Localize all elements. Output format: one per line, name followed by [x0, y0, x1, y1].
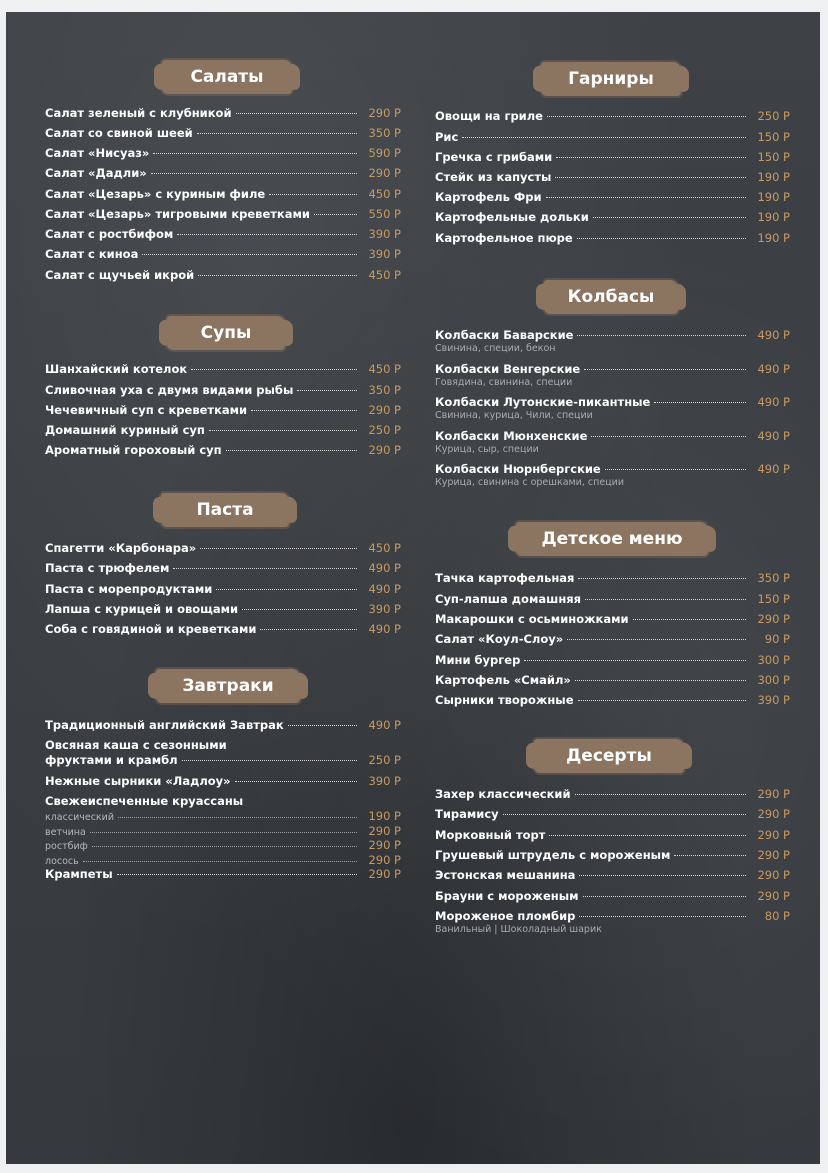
section-title: Паста — [196, 500, 254, 520]
item-price: 390 Р — [368, 602, 401, 616]
item-price: 290 Р — [757, 807, 790, 821]
item-price: 190 Р — [757, 190, 790, 204]
menu-item — [45, 247, 401, 267]
menu-item — [435, 109, 790, 129]
variant-price: 290 Р — [368, 823, 401, 838]
item-price: 290 Р — [757, 848, 790, 862]
item-name: Свежеиспеченные круассаны — [45, 794, 244, 808]
item-price: 590 Р — [368, 146, 401, 160]
section-banner — [167, 316, 285, 350]
section-title: Детское меню — [541, 529, 683, 549]
item-name: Мороженое пломбир — [435, 909, 576, 923]
menu-item — [45, 166, 401, 186]
item-name: Суп-лапша домашняя — [435, 592, 582, 606]
menu-item — [45, 541, 401, 561]
menu-item — [45, 106, 401, 126]
section-banner — [541, 62, 681, 96]
leader-dots — [584, 369, 746, 370]
leader-dots — [593, 217, 746, 218]
item-name: Салат «Дадли» — [45, 166, 147, 180]
item-name: Колбаски Баварские — [435, 328, 574, 342]
menu-item — [435, 909, 790, 939]
item-price: 250 Р — [757, 109, 790, 123]
item-price: 490 Р — [757, 462, 790, 476]
menu-item — [435, 429, 790, 459]
section-title: Супы — [200, 323, 252, 343]
leader-dots — [591, 436, 746, 437]
leader-dots — [236, 113, 357, 114]
leader-dots — [173, 568, 357, 569]
variant-name: ветчина — [45, 826, 86, 838]
menu-item — [435, 130, 790, 150]
menu-item — [45, 187, 401, 207]
menu-item — [45, 227, 401, 247]
menu-item — [435, 462, 790, 492]
menu-item — [435, 150, 790, 170]
leader-dots — [547, 116, 746, 117]
item-price: 390 Р — [368, 227, 401, 241]
section-banner — [161, 493, 289, 527]
leader-dots — [242, 609, 357, 610]
item-description: Свинина, курица, Чили, специи — [435, 410, 593, 421]
item-name: Спагетти «Карбонара» — [45, 541, 197, 555]
menu-item — [45, 268, 401, 288]
leader-dots — [151, 173, 357, 174]
menu-item — [435, 612, 790, 632]
item-name: Салат зеленый с клубникой — [45, 106, 232, 120]
item-name: Паста с трюфелем — [45, 561, 170, 575]
leader-dots — [462, 137, 746, 138]
item-name: Традиционный английский Завтрак — [45, 718, 284, 732]
item-price: 300 Р — [757, 653, 790, 667]
section-title: Гарниры — [568, 69, 654, 89]
variant-price: 290 Р — [368, 838, 401, 852]
item-name: Брауни с мороженым — [435, 889, 579, 903]
section-banner — [162, 60, 292, 94]
item-name: Колбаски Лутонские-пикантные — [435, 395, 651, 409]
menu-item — [435, 632, 790, 652]
item-price: 290 Р — [757, 868, 790, 882]
item-name: Картофельные дольки — [435, 210, 589, 224]
item-name: Эстонская мешанина — [435, 868, 576, 882]
menu-item — [45, 561, 401, 581]
leader-dots — [226, 450, 357, 451]
item-price: 490 Р — [368, 582, 401, 596]
section-banner — [156, 669, 300, 703]
item-price: 490 Р — [368, 622, 401, 636]
item-description: Ванильный | Шоколадный шарик — [435, 924, 602, 935]
menu-item — [435, 231, 790, 251]
menu-item — [45, 362, 401, 382]
leader-dots — [297, 390, 357, 391]
leader-dots — [251, 410, 357, 411]
leader-dots — [209, 430, 357, 431]
item-price: 190 Р — [757, 210, 790, 224]
item-name: Чечевичный суп с креветками — [45, 403, 248, 417]
leader-dots — [83, 861, 357, 862]
item-price: 290 Р — [368, 443, 401, 457]
menu-item — [435, 362, 790, 392]
menu-board — [6, 12, 820, 1164]
variant-row — [45, 810, 401, 825]
menu-item — [45, 443, 401, 463]
leader-dots — [578, 700, 746, 701]
section-title: Колбасы — [567, 287, 655, 307]
menu-item — [435, 848, 790, 868]
leader-dots — [182, 760, 357, 761]
section-banner — [534, 739, 684, 773]
item-name: Салат «Коул-Слоу» — [435, 632, 564, 646]
item-name: Паста с морепродуктами — [45, 582, 213, 596]
leader-dots — [578, 578, 746, 579]
item-name: Сливочная уха с двумя видами рыбы — [45, 383, 294, 397]
menu-item — [435, 889, 790, 909]
menu-item — [435, 807, 790, 827]
leader-dots — [200, 548, 357, 549]
item-name: Овощи на гриле — [435, 109, 543, 123]
item-name: Крампеты — [45, 867, 113, 881]
leader-dots — [90, 832, 357, 833]
item-name: Соба с говядиной и креветками — [45, 622, 257, 636]
item-price: 150 Р — [757, 592, 790, 606]
menu-item — [45, 794, 401, 867]
item-name: Салат «Нисуаз» — [45, 146, 150, 160]
leader-dots — [503, 814, 746, 815]
leader-dots — [575, 680, 746, 681]
menu-item — [45, 207, 401, 227]
menu-item — [45, 423, 401, 443]
leader-dots — [585, 599, 746, 600]
leader-dots — [567, 639, 746, 640]
item-name: Салат с ростбифом — [45, 227, 174, 241]
leader-dots — [314, 214, 357, 215]
item-price: 250 Р — [368, 423, 401, 437]
leader-dots — [118, 817, 357, 818]
item-description: Говядина, свинина, специи — [435, 377, 573, 388]
item-name: Тирамису — [435, 807, 499, 821]
item-name: Стейк из капусты — [435, 170, 552, 184]
menu-item — [45, 126, 401, 146]
menu-item — [45, 738, 401, 770]
menu-item — [45, 867, 401, 887]
item-price: 250 Р — [368, 753, 401, 767]
item-price: 290 Р — [368, 166, 401, 180]
item-price: 450 Р — [368, 187, 401, 201]
item-name: Домашний куриный суп — [45, 423, 205, 437]
menu-item — [45, 602, 401, 622]
menu-item — [435, 693, 790, 713]
section-title: Десерты — [566, 746, 652, 766]
variant-row — [45, 825, 401, 840]
leader-dots — [605, 469, 746, 470]
item-price: 390 Р — [368, 774, 401, 788]
item-price: 290 Р — [757, 828, 790, 842]
item-name: Лапша с курицей и овощами — [45, 602, 239, 616]
leader-dots — [142, 254, 357, 255]
variant-price: 290 Р — [368, 852, 401, 867]
section-title: Салаты — [190, 67, 264, 87]
leader-dots — [269, 194, 357, 195]
menu-item — [435, 673, 790, 693]
leader-dots — [191, 369, 357, 370]
leader-dots — [575, 794, 747, 795]
item-price: 490 Р — [757, 362, 790, 376]
menu-item — [435, 170, 790, 190]
menu-item — [45, 582, 401, 602]
menu-item — [435, 828, 790, 848]
item-price: 150 Р — [757, 130, 790, 144]
item-name: Мини бургер — [435, 653, 521, 667]
item-name-line2: фруктами и крамбл — [45, 753, 178, 767]
item-name: Салат «Цезарь» с куриным филе — [45, 187, 266, 201]
item-description: Курица, сыр, специи — [435, 444, 539, 455]
item-price: 450 Р — [368, 362, 401, 376]
item-price: 450 Р — [368, 268, 401, 282]
leader-dots — [577, 238, 746, 239]
item-name-line1: Овсяная каша с сезонными — [45, 738, 227, 752]
leader-dots — [556, 157, 746, 158]
item-price: 350 Р — [368, 126, 401, 140]
item-price: 290 Р — [368, 106, 401, 120]
leader-dots — [674, 855, 746, 856]
item-price: 80 Р — [764, 909, 790, 923]
item-name: Нежные сырники «Ладлоу» — [45, 774, 231, 788]
item-price: 290 Р — [757, 612, 790, 626]
item-name: Ароматный гороховый суп — [45, 443, 222, 457]
item-price: 450 Р — [368, 541, 401, 555]
item-price: 490 Р — [757, 395, 790, 409]
item-name: Грушевый штрудель с мороженым — [435, 848, 671, 862]
leader-dots — [577, 335, 746, 336]
menu-item — [435, 653, 790, 673]
item-price: 290 Р — [757, 889, 790, 903]
item-name: Картофель Фри — [435, 190, 542, 204]
menu-item — [435, 571, 790, 591]
leader-dots — [260, 629, 357, 630]
leader-dots — [633, 619, 746, 620]
leader-dots — [546, 197, 746, 198]
item-price: 290 Р — [757, 787, 790, 801]
section-banner — [516, 522, 708, 556]
leader-dots — [579, 916, 746, 917]
leader-dots — [555, 177, 746, 178]
variant-name: лосось — [45, 855, 79, 867]
item-price: 190 Р — [757, 170, 790, 184]
variant-row — [45, 839, 401, 854]
menu-item — [45, 383, 401, 403]
menu-item — [435, 592, 790, 612]
leader-dots — [117, 874, 357, 875]
menu-item — [435, 190, 790, 210]
menu-item — [45, 146, 401, 166]
menu-item — [45, 403, 401, 423]
leader-dots — [197, 133, 357, 134]
item-price: 350 Р — [757, 571, 790, 585]
leader-dots — [579, 875, 746, 876]
leader-dots — [524, 660, 746, 661]
item-description: Свинина, специи, бекон — [435, 343, 556, 354]
menu-item — [435, 868, 790, 888]
item-name: Гречка с грибами — [435, 150, 553, 164]
item-price: 150 Р — [757, 150, 790, 164]
item-name: Сырники творожные — [435, 693, 574, 707]
item-name: Колбаски Мюнхенские — [435, 429, 588, 443]
menu-item — [435, 787, 790, 807]
menu-item — [435, 328, 790, 358]
menu-item — [435, 395, 790, 425]
item-name: Захер классический — [435, 787, 571, 801]
item-price: 300 Р — [757, 673, 790, 687]
item-name: Салат с киноа — [45, 247, 139, 261]
item-description: Курица, свинина с орешками, специи — [435, 477, 624, 488]
item-name: Салат «Цезарь» тигровыми креветками — [45, 207, 310, 221]
item-name: Картофельное пюре — [435, 231, 573, 245]
item-price: 190 Р — [757, 231, 790, 245]
item-price: 490 Р — [757, 429, 790, 443]
leader-dots — [654, 402, 746, 403]
variant-name: классический — [45, 812, 115, 823]
leader-dots — [177, 234, 357, 235]
section-banner — [544, 280, 678, 314]
item-price: 490 Р — [757, 328, 790, 342]
menu-item — [45, 774, 401, 794]
item-name: Рис — [435, 130, 459, 144]
section-title: Завтраки — [182, 676, 274, 696]
leader-dots — [288, 725, 357, 726]
leader-dots — [235, 781, 357, 782]
leader-dots — [583, 896, 746, 897]
item-price: 390 Р — [757, 693, 790, 707]
item-name: Шанхайский котелок — [45, 362, 188, 376]
item-price: 550 Р — [368, 207, 401, 221]
item-price: 290 Р — [368, 867, 401, 881]
menu-item — [45, 718, 401, 738]
menu-item — [435, 210, 790, 230]
item-price: 90 Р — [764, 632, 790, 646]
item-name: Колбаски Венгерские — [435, 362, 581, 376]
leader-dots — [198, 275, 357, 276]
item-price: 490 Р — [368, 718, 401, 732]
variant-row — [45, 854, 401, 869]
leader-dots — [549, 835, 746, 836]
leader-dots — [216, 589, 357, 590]
item-price: 490 Р — [368, 561, 401, 575]
item-name: Картофель «Смайл» — [435, 673, 571, 687]
item-price: 390 Р — [368, 247, 401, 261]
leader-dots — [92, 846, 357, 847]
variant-name: ростбиф — [45, 841, 88, 852]
item-name: Тачка картофельная — [435, 571, 575, 585]
item-name: Колбаски Нюрнбергские — [435, 462, 601, 476]
item-price: 290 Р — [368, 403, 401, 417]
item-price: 350 Р — [368, 383, 401, 397]
item-name: Салат с щучьей икрой — [45, 268, 195, 282]
menu-item — [45, 622, 401, 642]
item-name: Салат со свиной шеей — [45, 126, 193, 140]
item-name: Макарошки с осьминожками — [435, 612, 629, 626]
item-name: Морковный торт — [435, 828, 546, 842]
leader-dots — [153, 153, 357, 154]
variant-price: 190 Р — [368, 809, 401, 823]
